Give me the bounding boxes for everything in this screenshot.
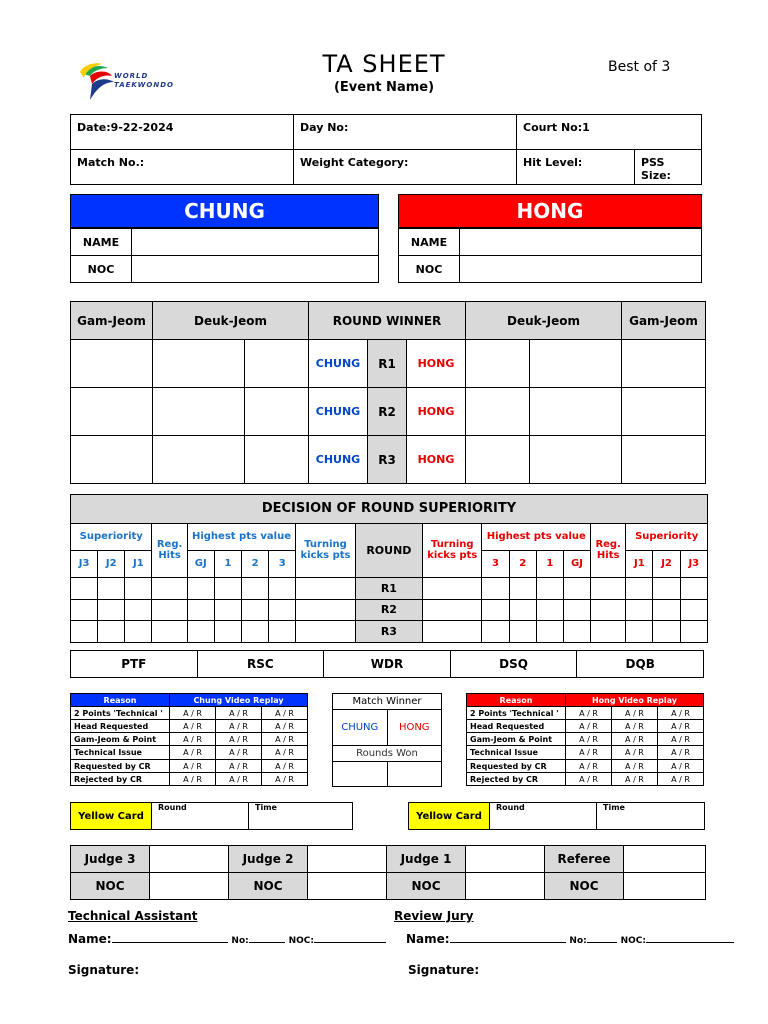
cell[interactable] [71,599,98,621]
judge3-field[interactable] [150,846,229,873]
hong-reg-hits-label: Reg. Hits [591,523,626,577]
sup-r3-label: R3 [355,621,422,643]
hong-superiority-label: Superiority [626,523,708,550]
rj-noc-label: NOC: [620,936,646,946]
chung-highest-pts-label: Highest pts value [187,523,296,550]
ar-option[interactable]: A / R [611,760,657,773]
cell[interactable] [536,577,563,599]
cell[interactable] [71,621,98,643]
ar-option[interactable]: A / R [657,760,703,773]
judge1-field[interactable] [466,846,545,873]
chung-pts-1: 1 [214,550,241,577]
decision-wdr[interactable]: WDR [324,651,451,678]
logo-text-taekwondo: TAEKWONDO [114,81,174,89]
r2-label: R2 [368,388,407,436]
chung-reason-6: Rejected by CR [71,773,170,786]
rounds-won-label: Rounds Won [333,746,442,762]
ar-option[interactable]: A / R [657,707,703,720]
cell[interactable] [466,388,530,436]
ar-option[interactable]: A / R [566,760,612,773]
ar-option[interactable]: A / R [566,746,612,760]
ar-option[interactable]: A / R [657,773,703,786]
cell[interactable] [125,599,152,621]
ar-option[interactable]: A / R [566,773,612,786]
cell[interactable] [71,340,153,388]
cell[interactable] [509,577,536,599]
judge2-field[interactable] [308,846,387,873]
hong-video-replay-header: Hong Video Replay [566,694,704,707]
technical-assistant-title: Technical Assistant [68,909,198,923]
hong-banner: HONG [398,194,702,228]
hong-reason-1: 2 Points 'Technical ' [467,707,566,720]
judge2-noc-field[interactable] [308,873,387,900]
ar-option[interactable]: A / R [170,746,216,760]
ar-option[interactable]: A / R [170,720,216,733]
judge2-label: Judge 2 [229,846,308,873]
date-field[interactable]: Date:9-22-2024 [71,115,294,150]
pss-size-field[interactable]: PSS Size: [635,150,702,185]
chung-name-label: NAME [71,229,132,256]
chung-pts-2: 2 [242,550,269,577]
hong-reason-6: Rejected by CR [467,773,566,786]
referee-noc-field[interactable] [624,873,706,900]
judge3-label: Judge 3 [71,846,150,873]
chung-j3: J3 [71,550,98,577]
event-name: (Event Name) [333,80,435,95]
judge1-noc-field[interactable] [466,873,545,900]
ar-option[interactable]: A / R [566,720,612,733]
cell[interactable] [530,436,622,484]
r1-chung[interactable]: CHUNG [309,340,368,388]
chung-gam-jeom-header: Gam-Jeom [71,302,153,340]
cell[interactable] [71,577,98,599]
ar-option[interactable]: A / R [216,760,262,773]
cell[interactable] [622,340,706,388]
cell[interactable] [423,599,482,621]
ar-option[interactable]: A / R [566,733,612,746]
chung-video-replay-header: Chung Video Replay [170,694,308,707]
round-winner-header: ROUND WINNER [309,302,466,340]
logo-text-world: WORLD [114,72,149,80]
decision-dqb[interactable]: DQB [577,651,704,678]
cell[interactable] [653,577,680,599]
chung-yellow-card-round[interactable]: Round [152,803,249,830]
cell[interactable] [187,621,214,643]
chung-yellow-card-label: Yellow Card [71,803,152,830]
cell[interactable] [152,599,187,621]
match-winner-title: Match Winner [333,694,442,710]
ar-option[interactable]: A / R [611,746,657,760]
sup-r2-label: R2 [355,599,422,621]
cell[interactable] [423,577,482,599]
match-winner-hong[interactable]: HONG [387,709,442,745]
ar-option[interactable]: A / R [657,746,703,760]
hong-turning-kicks-label: Turning kicks pts [423,523,482,577]
chung-reg-hits-label: Reg. Hits [152,523,187,577]
ta-name-label: Name: [68,932,112,946]
judge3-noc-label: NOC [71,873,150,900]
round-winner-table [70,301,706,484]
ar-option[interactable]: A / R [216,773,262,786]
day-no-field[interactable]: Day No: [294,115,517,150]
hong-pts-3: 3 [482,550,509,577]
rj-no-label: No: [569,936,587,946]
cell[interactable] [622,388,706,436]
cell[interactable] [680,599,707,621]
page-title: TA SHEET [322,50,446,78]
ar-option[interactable]: A / R [262,707,308,720]
weight-category-field[interactable]: Weight Category: [294,150,517,185]
match-format: Best of 3 [608,59,671,75]
r2-chung[interactable]: CHUNG [309,388,368,436]
cell[interactable] [530,388,622,436]
ar-option[interactable]: A / R [170,760,216,773]
ar-option[interactable]: A / R [611,733,657,746]
ta-noc-field[interactable] [314,932,386,943]
chung-j2: J2 [98,550,125,577]
chung-deuk-jeom-header: Deuk-Jeom [153,302,309,340]
judge2-noc-label: NOC [229,873,308,900]
rj-no-field[interactable] [587,932,617,943]
ta-no-field[interactable] [249,932,285,943]
hong-gam-jeom-header: Gam-Jeom [622,302,706,340]
ar-option[interactable]: A / R [170,733,216,746]
cell[interactable] [71,388,153,436]
hong-j2: J2 [653,550,680,577]
decision-ptf[interactable]: PTF [71,651,198,678]
cell[interactable] [242,599,269,621]
hit-level-field[interactable]: Hit Level: [517,150,635,185]
cell[interactable] [98,621,125,643]
rj-name-label: Name: [406,932,450,946]
r3-chung[interactable]: CHUNG [309,436,368,484]
cell[interactable] [622,436,706,484]
cell[interactable] [563,577,590,599]
chung-superiority-label: Superiority [71,523,152,550]
round-column-header: ROUND [355,523,422,577]
hong-info-table [398,228,702,283]
rj-name-field[interactable] [450,932,566,943]
r2-hong[interactable]: HONG [407,388,466,436]
hong-video-replay-table [466,693,704,786]
ar-option[interactable]: A / R [657,733,703,746]
ar-option[interactable]: A / R [262,760,308,773]
chung-reason-1: 2 Points 'Technical ' [71,707,170,720]
cell[interactable] [153,340,245,388]
rj-noc-field[interactable] [646,932,734,943]
hong-noc-field[interactable] [460,256,702,283]
cell[interactable] [626,577,653,599]
ar-option[interactable]: A / R [611,720,657,733]
sup-r1-label: R1 [355,577,422,599]
cell[interactable] [125,621,152,643]
hong-name-label: NAME [399,229,460,256]
cell[interactable] [591,621,626,643]
cell[interactable] [214,599,241,621]
ta-no-label: No: [231,936,249,946]
cell[interactable] [466,436,530,484]
cell[interactable] [536,621,563,643]
cell[interactable] [187,577,214,599]
ar-option[interactable]: A / R [216,733,262,746]
chung-noc-label: NOC [71,256,132,283]
cell[interactable] [152,621,187,643]
match-no-field[interactable]: Match No.: [71,150,294,185]
cell[interactable] [653,599,680,621]
decision-rsc[interactable]: RSC [197,651,324,678]
cell[interactable] [98,599,125,621]
hong-yellow-card-table [408,802,705,830]
chung-name-field[interactable] [132,229,379,256]
cell[interactable] [509,621,536,643]
cell[interactable] [626,621,653,643]
cell[interactable] [296,621,355,643]
cell[interactable] [563,599,590,621]
hong-reason-2: Head Requested [467,720,566,733]
cell[interactable] [423,621,482,643]
ar-option[interactable]: A / R [216,707,262,720]
hong-deuk-jeom-header: Deuk-Jeom [466,302,622,340]
chung-reason-2: Head Requested [71,720,170,733]
cell[interactable] [563,621,590,643]
ar-option[interactable]: A / R [611,773,657,786]
chung-pts-gj: GJ [187,550,214,577]
chung-reason-5: Requested by CR [71,760,170,773]
hong-yellow-card-round[interactable]: Round [490,803,597,830]
cell[interactable] [245,436,309,484]
hong-noc-label: NOC [399,256,460,283]
chung-reason-3: Gam-Jeom & Point [71,733,170,746]
cell[interactable] [536,599,563,621]
cell[interactable] [530,340,622,388]
ta-name-row [68,932,386,946]
review-jury-title: Review Jury [394,909,474,923]
superiority-table [70,494,708,643]
chung-video-replay-table [70,693,308,786]
ar-option[interactable]: A / R [657,720,703,733]
chung-turning-kicks-label: Turning kicks pts [296,523,355,577]
hong-j3: J3 [680,550,707,577]
cell[interactable] [509,599,536,621]
cell[interactable] [187,599,214,621]
ar-option[interactable]: A / R [262,720,308,733]
hong-pts-1: 1 [536,550,563,577]
cell[interactable] [98,577,125,599]
hong-reason-header: Reason [467,694,566,707]
cell[interactable] [680,577,707,599]
match-winner-table [332,693,442,787]
ar-option[interactable]: A / R [216,720,262,733]
cell[interactable] [653,621,680,643]
ar-option[interactable]: A / R [262,746,308,760]
ta-noc-label: NOC: [288,936,314,946]
cell[interactable] [591,577,626,599]
chung-banner: CHUNG [70,194,379,228]
ar-option[interactable]: A / R [170,773,216,786]
cell[interactable] [153,436,245,484]
referee-label: Referee [545,846,624,873]
referee-field[interactable] [624,846,706,873]
ta-signature-label: Signature: [68,963,140,977]
cell[interactable] [214,577,241,599]
superiority-title: DECISION OF ROUND SUPERIORITY [71,495,708,524]
chung-yellow-card-time[interactable]: Time [249,803,353,830]
cell[interactable] [125,577,152,599]
cell[interactable] [245,340,309,388]
rj-name-row [406,932,734,946]
hong-pts-gj: GJ [563,550,590,577]
cell[interactable] [626,599,653,621]
cell[interactable] [245,388,309,436]
cell[interactable] [269,621,296,643]
chung-rounds-won[interactable] [333,762,388,787]
cell[interactable] [296,599,355,621]
cell[interactable] [153,388,245,436]
chung-yellow-card-table [70,802,353,830]
cell[interactable] [269,599,296,621]
cell[interactable] [680,621,707,643]
cell[interactable] [482,621,509,643]
cell[interactable] [269,577,296,599]
match-winner-chung[interactable]: CHUNG [333,709,388,745]
chung-reason-4: Technical Issue [71,746,170,760]
rj-signature-label: Signature: [408,963,480,977]
hong-highest-pts-label: Highest pts value [482,523,591,550]
ar-option[interactable]: A / R [216,746,262,760]
hong-name-field[interactable] [460,229,702,256]
chung-reason-header: Reason [71,694,170,707]
cell[interactable] [482,577,509,599]
ar-option[interactable]: A / R [611,707,657,720]
ta-name-field[interactable] [112,932,228,943]
chung-info-table [70,228,379,283]
r1-hong[interactable]: HONG [407,340,466,388]
hong-pts-2: 2 [509,550,536,577]
chung-pts-3: 3 [269,550,296,577]
ar-option[interactable]: A / R [262,733,308,746]
info-table [70,114,702,185]
hong-yellow-card-label: Yellow Card [409,803,490,830]
cell[interactable] [242,577,269,599]
cell[interactable] [214,621,241,643]
cell[interactable] [152,577,187,599]
cell[interactable] [482,599,509,621]
ar-option[interactable]: A / R [566,707,612,720]
chung-j1: J1 [125,550,152,577]
officials-table [70,845,706,900]
cell[interactable] [71,436,153,484]
chung-noc-field[interactable] [132,256,379,283]
judge1-noc-label: NOC [387,873,466,900]
r3-hong[interactable]: HONG [407,436,466,484]
r3-label: R3 [368,436,407,484]
cell[interactable] [591,599,626,621]
referee-noc-label: NOC [545,873,624,900]
decision-dsq[interactable]: DSQ [450,651,577,678]
court-no-field[interactable]: Court No:1 [517,115,702,150]
judge3-noc-field[interactable] [150,873,229,900]
hong-yellow-card-time[interactable]: Time [597,803,705,830]
decision-type-table [70,650,704,678]
ar-option[interactable]: A / R [262,773,308,786]
ar-option[interactable]: A / R [170,707,216,720]
cell[interactable] [242,621,269,643]
cell[interactable] [296,577,355,599]
cell[interactable] [466,340,530,388]
hong-reason-5: Requested by CR [467,760,566,773]
hong-rounds-won[interactable] [387,762,442,787]
hong-reason-3: Gam-Jeom & Point [467,733,566,746]
hong-reason-4: Technical Issue [467,746,566,760]
hong-j1: J1 [626,550,653,577]
judge1-label: Judge 1 [387,846,466,873]
r1-label: R1 [368,340,407,388]
